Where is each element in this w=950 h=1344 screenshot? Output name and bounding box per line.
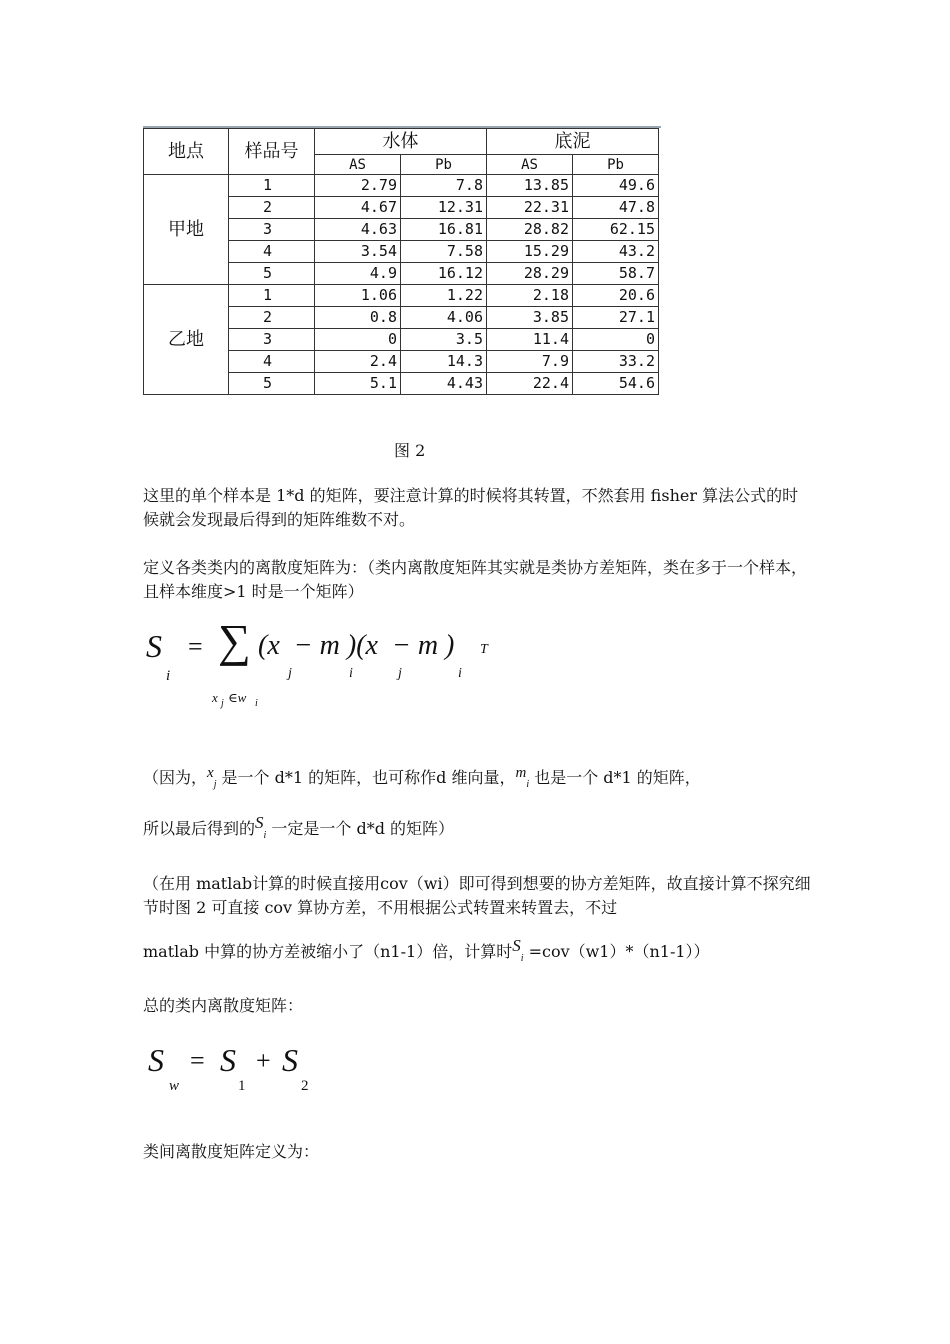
inline-m-symbol: m <box>515 765 527 781</box>
sample-number-cell: 2 <box>229 307 315 329</box>
sample-number-cell: 4 <box>229 241 315 263</box>
value-cell: 1.22 <box>401 285 487 307</box>
value-cell: 4.43 <box>401 373 487 395</box>
value-cell: 12.31 <box>401 197 487 219</box>
value-cell: 20.6 <box>573 285 659 307</box>
formula-subscript: 2 <box>301 1078 309 1094</box>
value-cell: 0 <box>573 329 659 351</box>
within-class-scatter-formula <box>146 615 526 718</box>
value-cell: 0 <box>315 329 401 351</box>
formula-symbol: S <box>148 1042 164 1078</box>
formula-subscript: i <box>166 668 171 684</box>
value-cell: 5.1 <box>315 373 401 395</box>
formula-subscript: i <box>458 666 462 681</box>
formula-sum-symbol: ∑ <box>218 615 251 666</box>
value-cell: 7.9 <box>487 351 573 373</box>
value-cell: 11.4 <box>487 329 573 351</box>
location-cell: 甲地 <box>144 175 229 285</box>
value-cell: 58.7 <box>573 263 659 285</box>
inline-x-symbol: x <box>207 765 214 781</box>
value-cell: 15.29 <box>487 241 573 263</box>
group-sediment-header: 底泥 <box>487 129 659 155</box>
paragraph-matlab-note: （在用 matlab计算的时候直接用cov（wi）即可得到想要的协方差矩阵，故直接计算不探究细节时图 2 可直接 cov 算协方差，不用根据公式转置来转置去，不过 <box>143 874 811 917</box>
paragraph-between-class: 类间离散度矩阵定义为： <box>143 1142 320 1161</box>
value-cell: 4.06 <box>401 307 487 329</box>
value-cell: 4.63 <box>315 219 401 241</box>
header-row <box>144 129 659 155</box>
figure-caption: 图 2 <box>394 441 426 460</box>
group-water-header: 水体 <box>315 129 487 155</box>
value-cell: 7.8 <box>401 175 487 197</box>
formula-range-set: ∈w <box>228 690 247 705</box>
sub-header: AS <box>487 155 573 175</box>
col-location-header: 地点 <box>144 129 229 175</box>
value-cell: 2.79 <box>315 175 401 197</box>
value-cell: 2.4 <box>315 351 401 373</box>
paragraph-dimension-note: （因为，$x_j$ 是一个 d*1 的矩阵，也可称作d 维向量，$m_i$ 也是一个 d*1 的矩阵， <box>143 765 701 790</box>
value-cell: 7.58 <box>401 241 487 263</box>
value-cell: 49.6 <box>573 175 659 197</box>
formula-subscript: w <box>169 1078 180 1094</box>
value-cell: 4.67 <box>315 197 401 219</box>
paragraph-matlab-scale-note: matlab 中算的协方差被缩小了（n1-1）倍，计算时$S_i =cov(w1)*(n1-1)$） <box>143 936 710 964</box>
inline-s-symbol: S <box>255 813 264 832</box>
formula-subscript: 1 <box>238 1078 246 1094</box>
total-within-scatter-formula <box>148 1042 348 1102</box>
value-cell: 54.6 <box>573 373 659 395</box>
paragraph-within-class-def: 定义各类类内的离散度矩阵为：（类内离散度矩阵其实就是类协方差矩阵，类在多于一个样本，且样本维度>1 时是一个矩阵） <box>143 558 808 601</box>
formula-symbol: S <box>220 1042 236 1078</box>
paragraph-total-within: 总的类内离散度矩阵： <box>143 996 304 1015</box>
formula-range-sub: i <box>255 698 258 709</box>
value-cell: 3.54 <box>315 241 401 263</box>
value-cell: 16.12 <box>401 263 487 285</box>
sample-data-table <box>143 128 659 395</box>
formula-subscript: j <box>288 666 292 681</box>
value-cell: 43.2 <box>573 241 659 263</box>
value-cell: 47.8 <box>573 197 659 219</box>
value-cell: 33.2 <box>573 351 659 373</box>
paragraph-result-note: 所以最后得到的$S_i$ 一定是一个 d*d 的矩阵） <box>143 813 455 841</box>
value-cell: 1.06 <box>315 285 401 307</box>
formula-superscript: T <box>480 642 488 657</box>
sample-number-cell: 3 <box>229 219 315 241</box>
location-cell: 乙地 <box>144 285 229 395</box>
value-cell: 3.5 <box>401 329 487 351</box>
formula-subscript: i <box>349 666 353 681</box>
sample-number-cell: 5 <box>229 263 315 285</box>
sample-number-cell: 2 <box>229 197 315 219</box>
sample-number-cell: 1 <box>229 175 315 197</box>
value-cell: 62.15 <box>573 219 659 241</box>
value-cell: 13.85 <box>487 175 573 197</box>
value-cell: 4.9 <box>315 263 401 285</box>
sample-number-cell: 4 <box>229 351 315 373</box>
value-cell: 22.4 <box>487 373 573 395</box>
paragraph-sample-note: 这里的单个样本是 1*d 的矩阵，要注意计算的时候将其转置，不然套用 fisher 算法公式的时候就会发现最后得到的矩阵维数不对。 <box>143 486 799 529</box>
sample-number-cell: 5 <box>229 373 315 395</box>
value-cell: 27.1 <box>573 307 659 329</box>
sample-number-cell: 3 <box>229 329 315 351</box>
value-cell: 3.85 <box>487 307 573 329</box>
formula-range: x <box>212 690 218 705</box>
value-cell: 14.3 <box>401 351 487 373</box>
value-cell: 28.29 <box>487 263 573 285</box>
value-cell: 16.81 <box>401 219 487 241</box>
formula-equals: = <box>190 1046 205 1075</box>
sub-header: Pb <box>401 155 487 175</box>
col-sample-header: 样品号 <box>229 129 315 175</box>
formula-plus: + <box>256 1046 271 1075</box>
table-row <box>144 285 659 307</box>
formula-symbol: S <box>146 628 162 664</box>
table-row <box>144 175 659 197</box>
sub-header: AS <box>315 155 401 175</box>
value-cell: 0.8 <box>315 307 401 329</box>
sub-header: Pb <box>573 155 659 175</box>
value-cell: 22.31 <box>487 197 573 219</box>
formula-subscript: j <box>398 666 402 681</box>
data-table-wrapper <box>143 126 661 405</box>
formula-range-sub: j <box>221 698 224 709</box>
formula-equals: = <box>188 632 203 661</box>
sample-number-cell: 1 <box>229 285 315 307</box>
formula-symbol: S <box>282 1042 298 1078</box>
formula-body: (x − m )(x − m ) <box>258 630 455 661</box>
inline-s-symbol: S <box>512 936 521 955</box>
value-cell: 28.82 <box>487 219 573 241</box>
value-cell: 2.18 <box>487 285 573 307</box>
